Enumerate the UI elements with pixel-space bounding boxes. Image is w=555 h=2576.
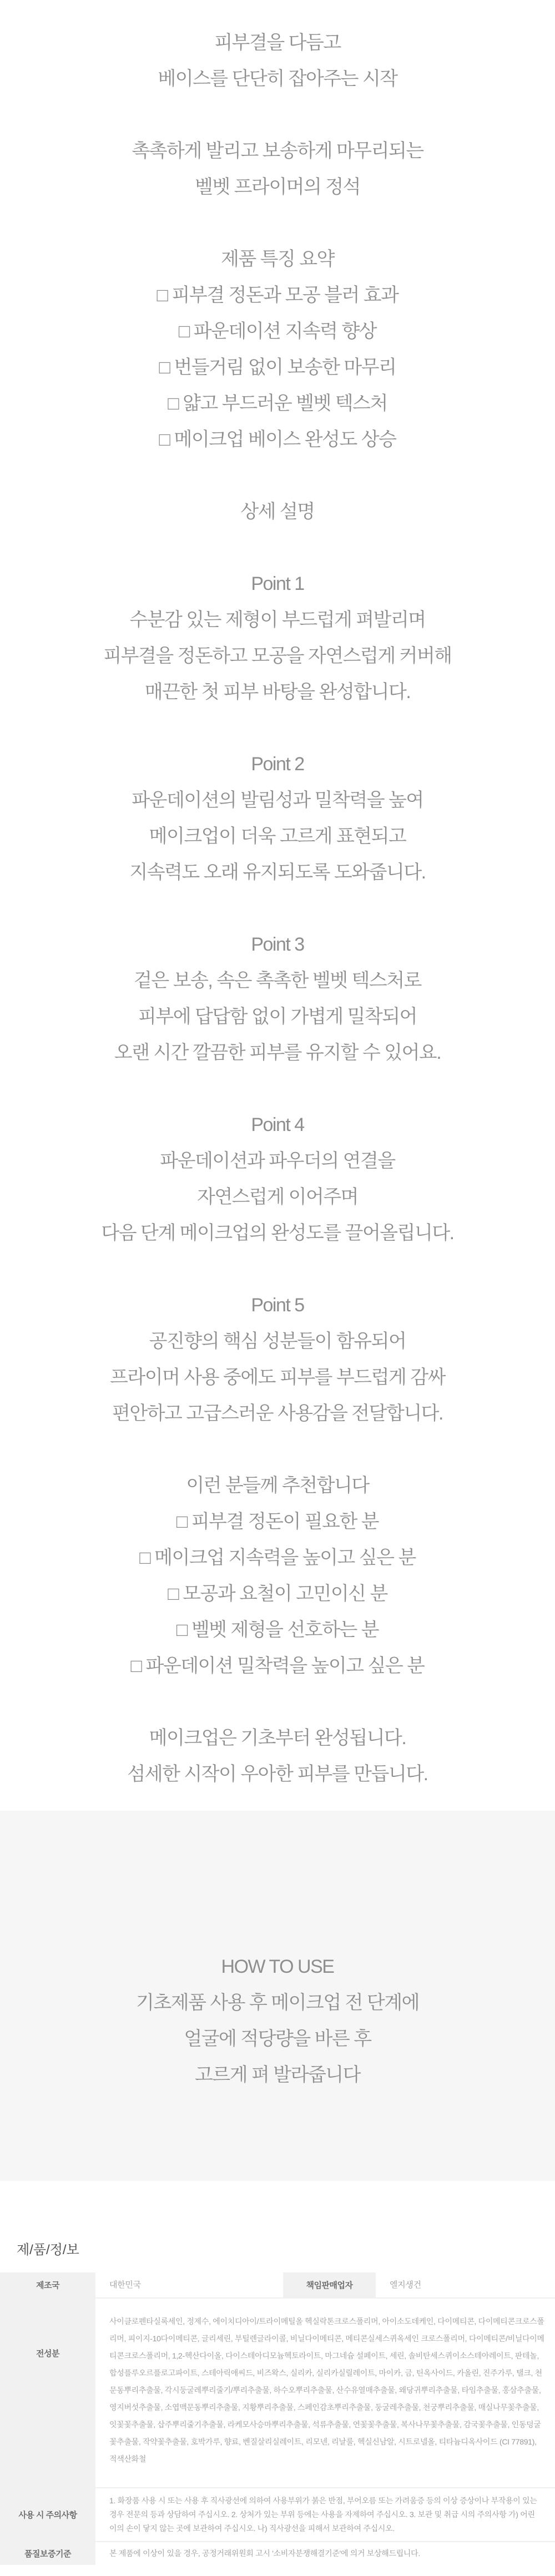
point-line: 자연스럽게 이어주며 [196,1186,359,1208]
how-to-use-line: 기초제품 사용 후 메이크업 전 단계에 [136,1992,419,2013]
ingredients-value: 사이클로펜타실록세인, 정제수, 에이치디아이/트라이메틸올 헥실락톤크로스폴리머, 아이소도데케인, 다이메티콘, 다이메티콘크로스폴리머, 피이지-10다이메티콘, 글리세린, 부틸렌글라이콜, 비닐다이메티콘, 메티콘실세스퀴옥세인 크로스폴리머, 다이메티콘/비닐다이메티콘크로스폴리머, 1,2-헥산다이올, 다이스테아디모늄헥토라이트, 마그네슘 설페이트, 세린, 솔비탄세스퀴이소스테아레이트, 판테놀, 합성플루오르플로고파이트, 스테아릭애씨드, 비즈왁스, 실리카, 실리카실릴레이트, 마이카, 금, 틴옥사이드, 카올린, 진주가루, 탤크, 천문동뿌리추출물, 각시둥굴레뿌리줄기/뿌리추출물, 하수오뿌리추출물, 산수유열매추출물, 왜당귀뿌리추출물, 타임추출물, 홍삼추출물, 영지버섯추출물, 소엽맥문동뿌리추출물, 지황뿌리추출물, 스페인감초뿌리추출물, 둥굴레추출물, 천궁뿌리추출물, 매실나무꽃추출물, 잇꽃꽃추출물, 삽주뿌리줄기추출물, 라케모사승마뿌리추출물, 석류추출물, 연꽃꽃추출물, 복사나무꽃추출물, 감국꽃추출물, 인동덩굴꽃추출물, 작약꽃추출물, 호박가루, 향료, 벤질살리실레이트, 리모넨, 리날룰, 헥실신남알, 시트로넬올, 티타늄디옥사이드 (CI 77891), 적색산화철 [109,2317,544,2463]
how-to-use-block [0,1949,555,2093]
table-row-warranty [0,2541,555,2565]
point-1-block [0,566,555,710]
feature-item: □ 메이크업 베이스 완성도 상승 [159,429,396,450]
point-4-block [0,1107,555,1251]
intro-line: 벨벳 프라이머의 정석 [195,176,360,198]
point-line: 수분감 있는 제형이 부드럽게 펴발리며 [129,609,426,630]
point-line: 다음 단계 메이크업의 완성도를 끌어올립니다. [101,1223,454,1244]
cautions-label: 사용 시 주의사항 [0,2488,95,2541]
country-label: 제조국 [0,2272,95,2297]
recommend-block [0,1468,555,1684]
country-value: 대한민국 [109,2280,141,2290]
how-to-use-line: 고르게 펴 발라줍니다 [195,2064,360,2085]
intro-line: 피부결을 다듬고 [214,32,341,53]
cautions-value: 1. 화장품 사용 시 또는 사용 후 직사광선에 의하여 사용부위가 붉은 반점, 부어오름 또는 가려움증 등의 이상 증상이나 부작용이 있는 경우 전문의 등과 상담하여 주십시오. 2. 상처가 있는 부위 등에는 사용을 자제하여 주십시오. 3. 보관 및 취급 시의 주의사항 가) 어린이의 손이 닿지 않는 곳에 보관하여 주십시오. 나) 직사광선을 피해서 보관하여 주십시오. [109,2496,537,2533]
recommend-title: 이런 분들께 추천합니다 [186,1475,369,1496]
how-to-use-section [0,1811,555,2181]
seller-label: 책임판매업자 [283,2272,376,2297]
recommend-item: □ 모공과 요철이 고민이신 분 [168,1583,387,1604]
point-label: Point 5 [251,1295,304,1316]
recommend-item: □ 벨벳 제형을 선호하는 분 [176,1619,379,1640]
point-line: 프라이머 사용 중에도 피부를 부드럽게 감싸 [110,1367,445,1388]
product-info-heading: 제/품/정/보 [17,2242,79,2257]
closing-line: 섬세한 시작이 우아한 피부를 만듭니다. [127,1764,428,1785]
point-label: Point 2 [251,754,304,775]
details-title-block [0,494,555,530]
recommend-item: □ 파운데이션 밀착력을 높이고 싶은 분 [130,1655,425,1676]
how-to-use-title: HOW TO USE [221,1956,334,1977]
point-line: 매끈한 첫 피부 바탕을 완성합니다. [144,681,411,703]
ingredients-label: 전성분 [0,2299,95,2487]
point-line: 메이크업이 더욱 고르게 표현되고 [149,826,406,847]
point-label: Point 3 [251,934,304,955]
how-to-use-line: 얼굴에 적당량을 바른 후 [184,2028,371,2049]
point-line: 파운데이션과 파우더의 연결을 [160,1150,395,1171]
point-line: 피부에 답답함 없이 가볍게 밀착되어 [138,1006,417,1027]
point-label: Point 1 [251,573,304,594]
product-info-section [0,2242,555,2576]
point-label: Point 4 [251,1114,304,1135]
table-row-cautions [0,2487,555,2541]
recommend-item: □ 피부결 정돈이 필요한 분 [176,1511,379,1532]
product-info-table [0,2272,555,2565]
seller-value: 엘지생건 [390,2280,421,2290]
feature-item: □ 얇고 부드러운 벨벳 텍스처 [168,393,387,414]
features-summary [0,241,555,458]
details-title: 상세 설명 [240,501,315,522]
point-line: 파운데이션의 발림성과 밀착력을 높여 [132,790,423,811]
feature-item: □ 피부결 정돈과 모공 블러 효과 [157,285,398,306]
bottom-spacer [0,2565,555,2576]
recommend-item: □ 메이크업 지속력을 높이고 싶은 분 [139,1547,416,1568]
point-line: 피부결을 정돈하고 모공을 자연스럽게 커버해 [103,645,452,666]
closing-block [0,1720,555,1792]
intro-line: 촉촉하게 발리고 보송하게 마무리되는 [132,140,423,161]
point-line: 공진향의 핵심 성분들이 함유되어 [149,1331,406,1352]
feature-item: □ 번들거림 없이 보송한 마무리 [159,357,396,378]
closing-line: 메이크업은 기초부터 완성됩니다. [149,1728,406,1749]
point-2-block [0,746,555,891]
point-line: 편안하고 고급스러운 사용감을 전달합니다. [112,1403,443,1424]
table-row-ingredients [0,2297,555,2487]
table-row-country-seller [0,2272,555,2297]
intro-line: 베이스를 단단히 잡아주는 시작 [158,68,397,89]
point-line: 지속력도 오래 유지되도록 도와줍니다. [129,862,426,883]
intro-paragraph-2 [0,133,555,205]
point-line: 겉은 보송, 속은 촉촉한 벨벳 텍스처로 [134,970,421,991]
warranty-value: 본 제품에 이상이 있을 경우, 공정거래위원회 고시 '소비자분쟁해결기준'에 의거 보상해드립니다. [109,2549,420,2558]
point-line: 오랜 시간 깔끔한 피부를 유지할 수 있어요. [114,1042,441,1063]
intro-paragraph-1 [0,25,555,97]
feature-item: □ 파운데이션 지속력 향상 [178,321,377,342]
point-3-block [0,927,555,1071]
warranty-label: 품질보증기준 [0,2542,95,2565]
features-title: 제품 특징 요약 [221,249,334,270]
point-5-block [0,1287,555,1432]
